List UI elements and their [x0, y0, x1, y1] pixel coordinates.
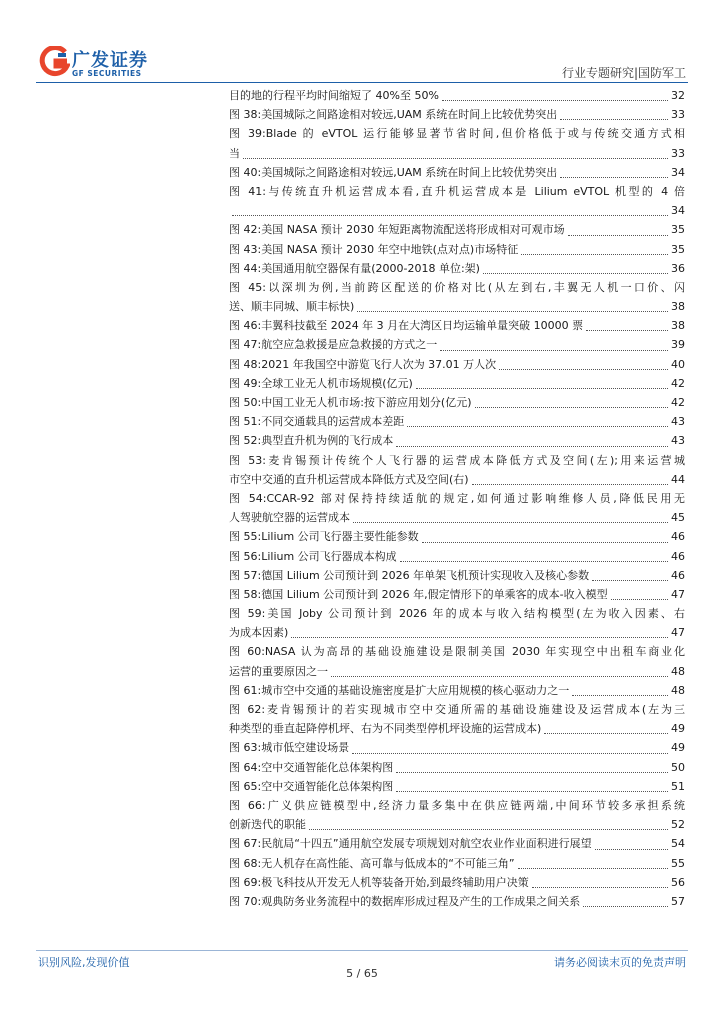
toc-entry-row: [229, 259, 685, 278]
toc-dot-leader: [483, 272, 668, 274]
toc-entry[interactable]: [229, 547, 685, 566]
toc-entry-title: 图 57:德国 Lilium 公司预计到 2026 年单架飞机预计实现收入及核心参数: [229, 568, 590, 582]
footer-divider: [36, 950, 688, 951]
toc-page-number: 57: [671, 894, 685, 908]
toc-entry-row: [229, 892, 685, 911]
logo-english-name: GF SECURITIES: [72, 69, 142, 78]
toc-entry[interactable]: [229, 163, 685, 182]
toc-dot-leader: [583, 905, 668, 907]
toc-entry-title: 种类型的垂直起降停机坪、右为不同类型停机坪设施的运营成本): [229, 722, 542, 736]
toc-dot-leader: [568, 234, 668, 236]
toc-entry[interactable]: [229, 86, 685, 105]
toc-page-number: 45: [671, 511, 685, 525]
toc-entry[interactable]: [229, 220, 685, 239]
toc-entry-title: 图 44:美国通用航空器保有量(2000-2018 单位:架): [229, 261, 480, 275]
toc-page-number: 50: [671, 760, 685, 774]
toc-page-number: 33: [671, 108, 685, 122]
toc-entry[interactable]: [229, 259, 685, 278]
toc-entry-row: [229, 566, 685, 585]
toc-entry[interactable]: [229, 873, 685, 892]
toc-entry-title: 图 64:空中交通智能化总体架构图: [229, 760, 394, 774]
toc-dot-leader: [611, 598, 668, 600]
toc-entry-row: [229, 834, 685, 853]
toc-page-number: 39: [671, 338, 685, 352]
toc-entry-title: 为成本因素): [229, 626, 289, 640]
toc-dot-leader: [331, 675, 668, 677]
toc-entry[interactable]: [229, 355, 685, 374]
toc-entry-row: [229, 815, 685, 834]
toc-entry-title: 图 56:Lilium 公司飞行器成本构成: [229, 549, 397, 563]
toc-entry-title: 市空中交通的直升机运营成本降低方式及空间(右): [229, 472, 469, 486]
toc-entry-title: 图 67:民航局“十四五”通用航空发展专项规划对航空农业作业面积进行展望: [229, 837, 592, 851]
toc-page-number: 34: [671, 204, 685, 218]
toc-entry-title-line: 图 39:Blade 的 eVTOL 运行能够显著节省时间,但价格低于或与传统交通方式相: [229, 127, 685, 141]
toc-dot-leader: [352, 752, 668, 754]
toc-dot-leader: [560, 118, 668, 120]
toc-page-number: 43: [671, 434, 685, 448]
toc-dot-leader: [572, 694, 668, 696]
gf-logo-icon: [38, 46, 70, 78]
toc-entry-title-line: 图 62:麦肯锡预计的若实现城市空中交通所需的基础设施建设及运营成本(左为三: [229, 703, 685, 716]
toc-entry-title: 图 63:城市低空建设场景: [229, 741, 350, 755]
toc-dot-leader: [532, 886, 668, 888]
toc-dot-leader: [544, 732, 668, 734]
toc-entry[interactable]: [229, 700, 685, 738]
toc-entry-title: 图 43:美国 NASA 预计 2030 年空中地铁(点对点)市场特征: [229, 242, 519, 256]
toc-entry[interactable]: [229, 489, 685, 527]
toc-dot-leader: [595, 848, 668, 850]
toc-entry[interactable]: [229, 527, 685, 546]
toc-entry[interactable]: [229, 834, 685, 853]
toc-page-number: 54: [671, 837, 685, 851]
toc-entry-row: [229, 163, 685, 182]
toc-entry-row: [229, 86, 685, 105]
toc-dot-leader: [499, 368, 668, 370]
toc-entry-title: 创新迭代的职能: [229, 818, 306, 832]
toc-entry-row: [229, 719, 685, 738]
toc-page-number: 35: [671, 242, 685, 256]
toc-entry-title: 图 50:中国工业无人机市场:按下游应用划分(亿元): [229, 396, 472, 409]
toc-entry-row: [229, 777, 685, 796]
toc-dot-leader: [422, 541, 668, 543]
toc-entry-row: [229, 220, 685, 239]
toc-entry[interactable]: [229, 758, 685, 777]
toc-entry-title-line: 图 45:以深圳为例,当前跨区配送的价格对比(从左到右,丰翼无人机一口价、闪: [229, 280, 685, 294]
toc-page-number: 46: [671, 530, 685, 544]
toc-page-number: 55: [671, 856, 685, 870]
toc-page-number: 52: [671, 818, 685, 832]
toc-dot-leader: [309, 828, 668, 830]
toc-entry[interactable]: [229, 182, 685, 220]
toc-entry-row: [229, 873, 685, 892]
toc-entry-title-line: 图 60:NASA 认为高昂的基础设施建设是限制美国 2030 年实现空中出租车商业化: [229, 645, 685, 659]
toc-entry-row: [229, 527, 685, 546]
toc-dot-leader: [396, 445, 668, 447]
toc-entry-row: [229, 240, 685, 259]
toc-entry[interactable]: [229, 796, 685, 834]
toc-entry-row: [229, 623, 685, 642]
toc-entry-title: 图 68:无人机存在高性能、高可靠与低成本的“不可能三角”: [229, 856, 515, 870]
toc-page-number: 43: [671, 415, 685, 429]
toc-dot-leader: [353, 521, 668, 523]
toc-entry-title: 运营的重要原因之一: [229, 664, 328, 678]
toc-entry-row: [229, 431, 685, 450]
toc-page-number: 48: [671, 683, 685, 697]
toc-entry-row: [229, 393, 685, 412]
toc-entry-title: 图 40:美国城际之间路途相对较远,UAM 系统在时间上比较优势突出: [229, 165, 558, 179]
toc-dot-leader: [396, 771, 668, 773]
toc-page-number: 47: [671, 587, 685, 601]
logo-chinese-name: 广发证券: [72, 50, 148, 71]
toc-entry[interactable]: [229, 451, 685, 489]
toc-entry[interactable]: [229, 335, 685, 354]
footer-slogan: 识别风险,发现价值: [38, 956, 130, 969]
toc-entry-row: [229, 508, 685, 527]
toc-entry-title: 图 47:航空应急救援是应急救援的方式之一: [229, 338, 438, 352]
toc-entry-row: [229, 681, 685, 700]
toc-entry-title: 人驾驶航空器的运营成本: [229, 511, 350, 525]
toc-page-number: 35: [671, 223, 685, 237]
toc-entry-title: 图 38:美国城际之间路途相对较远,UAM 系统在时间上比较优势突出: [229, 108, 558, 122]
toc-dot-leader: [232, 214, 668, 216]
toc-dot-leader: [472, 483, 668, 485]
toc-dot-leader: [560, 176, 668, 178]
toc-entry-title: 当: [229, 146, 240, 160]
toc-entry-title: 图 42:美国 NASA 预计 2030 年短距离物流配送将形成相对可观市场: [229, 223, 565, 237]
toc-entry[interactable]: [229, 240, 685, 259]
toc-entry[interactable]: [229, 431, 685, 450]
toc-entry[interactable]: [229, 393, 685, 412]
toc-entry[interactable]: [229, 278, 685, 316]
toc-entry-row: [229, 316, 685, 335]
toc-dot-leader: [592, 579, 668, 581]
toc-entry[interactable]: [229, 585, 685, 604]
toc-dot-leader: [357, 310, 668, 312]
toc-dot-leader: [442, 99, 668, 101]
toc-entry-row: [229, 470, 685, 489]
toc-page-number: 44: [671, 472, 685, 486]
toc-dot-leader: [440, 349, 668, 351]
toc-dot-leader: [407, 425, 668, 427]
toc-dot-leader: [521, 253, 668, 255]
toc-entry-row: [229, 374, 685, 393]
header-divider: [36, 82, 688, 83]
toc-entry-row: [229, 758, 685, 777]
toc-page-number: 32: [671, 89, 685, 102]
toc-dot-leader: [291, 636, 668, 638]
toc-entry-title: 图 69:极飞科技从开发无人机等装备开始,到最终辅助用户决策: [229, 875, 529, 889]
toc-page-number: 36: [671, 261, 685, 275]
toc-page-number: 47: [671, 626, 685, 640]
toc-entry-row: [229, 355, 685, 374]
toc-entry[interactable]: [229, 777, 685, 796]
toc-page-number: 48: [671, 664, 685, 678]
toc-entry[interactable]: [229, 412, 685, 431]
toc-dot-leader: [586, 329, 668, 331]
toc-entry[interactable]: [229, 316, 685, 335]
toc-dot-leader: [475, 406, 669, 408]
toc-page-number: 49: [671, 741, 685, 755]
toc-entry-title: 图 61:城市空中交通的基础设施密度是扩大应用规模的核心驱动力之一: [229, 683, 570, 697]
toc-entry-row: [229, 105, 685, 124]
toc-entry-title: 送、顺丰同城、顺丰标快): [229, 300, 355, 314]
toc-dot-leader: [400, 560, 668, 562]
toc-entry-row: [229, 854, 685, 873]
toc-page-number: 49: [671, 722, 685, 736]
toc-entry[interactable]: [229, 374, 685, 393]
footer-disclaimer: 请务必阅读末页的免责声明: [554, 956, 686, 969]
toc-entry-row: [229, 585, 685, 604]
toc-page-number: 42: [671, 376, 685, 390]
toc-entry-row: [229, 144, 685, 163]
toc-entry-title: 图 65:空中交通智能化总体架构图: [229, 779, 394, 793]
toc-entry[interactable]: [229, 892, 685, 911]
toc-entry-title: 图 49:全球工业无人机市场规模(亿元): [229, 376, 413, 390]
toc-page-number: 56: [671, 875, 685, 889]
toc-dot-leader: [243, 157, 668, 159]
company-logo: [38, 46, 158, 82]
toc-entry[interactable]: [229, 854, 685, 873]
toc-entry[interactable]: [229, 604, 685, 642]
toc-dot-leader: [416, 387, 668, 389]
toc-entry-title: 图 70:观典防务业务流程中的数据库形成过程及产生的工作成果之间关系: [229, 894, 581, 908]
toc-entry-title-line: 图 66:广义供应链模型中,经济力量多集中在供应链两端,中间环节较多承担系统: [229, 798, 685, 812]
toc-entry-title: 图 48:2021 年我国空中游览飞行人次为 37.01 万人次: [229, 357, 497, 371]
toc-dot-leader: [396, 790, 668, 792]
toc-entry-row: [229, 662, 685, 681]
page-header: [0, 0, 724, 84]
toc-entry-title: 图 55:Lilium 公司飞行器主要性能参数: [229, 530, 419, 544]
toc-entry-title: 图 51:不同交通载具的运营成本差距: [229, 415, 405, 429]
toc-entry-title-line: 图 54:CCAR-92 部对保持持续适航的规定,如何通过影响维修人员,降低民用无: [229, 491, 685, 505]
toc-page-number: 38: [671, 319, 685, 333]
toc-entry[interactable]: [229, 124, 685, 162]
toc-page-number: 46: [671, 568, 685, 582]
toc-entry[interactable]: [229, 566, 685, 585]
toc-page-number: 38: [671, 300, 685, 314]
toc-entry-title: 目的地的行程平均时间缩短了 40%至 50%: [229, 89, 439, 102]
toc-entry-row: [229, 201, 685, 220]
toc-entry-row: [229, 335, 685, 354]
toc-entry-title: 图 58:德国 Lilium 公司预计到 2026 年,假定情形下的单乘客的成本-收入模型: [229, 587, 608, 601]
toc-entry-title-line: 图 53:麦肯锡预计传统个人飞行器的运营成本降低方式及空间(左);用来运营城: [229, 453, 685, 467]
page-number: 5 / 65: [346, 967, 378, 980]
toc-dot-leader: [518, 867, 668, 869]
toc-page-number: 40: [671, 357, 685, 371]
toc-entry-title: 图 52:典型直升机为例的飞行成本: [229, 434, 394, 448]
toc-page-number: 33: [671, 146, 685, 160]
toc-entry-row: [229, 297, 685, 316]
toc-entry-title: 图 46:丰翼科技截至 2024 年 3 月在大湾区日均运输单量突破 10000 票: [229, 319, 584, 333]
report-type: 行业专题研究|国防军工: [561, 66, 686, 80]
toc-entry-row: [229, 412, 685, 431]
toc-entry-title-line: 图 59:美国 Joby 公司预计到 2026 年的成本与收入结构模型(左为收入因素、右: [229, 607, 685, 621]
toc-page-number: 46: [671, 549, 685, 563]
toc-entry[interactable]: [229, 738, 685, 757]
toc-entry-row: [229, 738, 685, 757]
toc-entry[interactable]: [229, 105, 685, 124]
toc-page-number: 34: [671, 165, 685, 179]
toc-page-number: 42: [671, 396, 685, 409]
toc-entry-title-line: 图 41:与传统直升机运营成本看,直升机运营成本是 Lilium eVTOL 机型的 4 倍: [229, 184, 685, 198]
toc-entry-row: [229, 547, 685, 566]
toc-entry[interactable]: [229, 642, 685, 680]
figure-index-list: [229, 86, 685, 911]
toc-entry[interactable]: [229, 681, 685, 700]
toc-page-number: 51: [671, 779, 685, 793]
